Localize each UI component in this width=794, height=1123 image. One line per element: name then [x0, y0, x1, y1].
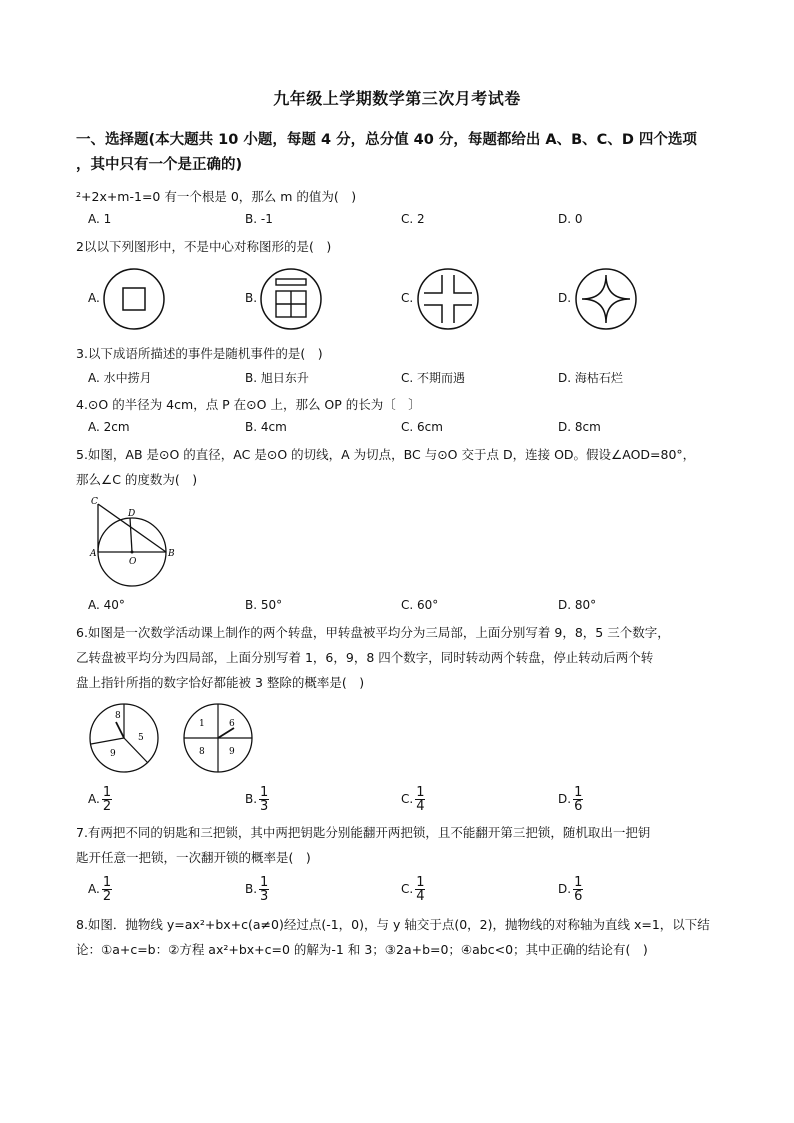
question-2: 2以以下列图形中，不是中心对称图形的是( )	[76, 239, 332, 254]
fraction: $\frac{1}{3}$	[260, 785, 269, 814]
exam-title: 九年级上学期数学第三次月考试卷	[273, 89, 521, 108]
option-b[interactable]: B.	[245, 291, 258, 305]
fraction: $\frac{1}{4}$	[416, 785, 425, 814]
circle-square-figure	[102, 267, 166, 331]
option-d[interactable]: D.	[558, 291, 572, 305]
option-a[interactable]: A. 40°	[88, 598, 125, 612]
section-header-line2: ，其中只有一个是正确的)	[76, 157, 243, 173]
option-a[interactable]: A. 水中捞月	[88, 371, 152, 385]
question-4: 4.⊙O 的半径为 4cm，点 P 在⊙O 上，那么 OP 的长为〔 〕	[76, 397, 421, 412]
question-5-line1: 5.如图，AB 是⊙O 的直径，AC 是⊙O 的切线，A 为切点，BC 与⊙O 交于点 D，连接 OD。假设∠AOD=80°，	[76, 447, 696, 462]
question-6-line3: 盘上指针所指的数字恰好都能被 3 整除的概率是( )	[76, 675, 365, 690]
spinner-wheel-1	[88, 702, 160, 774]
option-a[interactable]: A. 1	[88, 212, 112, 226]
question-8	[76, 912, 726, 962]
fraction: $\frac{1}{2}$	[102, 875, 112, 904]
wheel1-number: 9	[110, 749, 116, 759]
question-6	[76, 620, 726, 695]
question-7-line1: 7.有两把不同的钥匙和三把锁，其中两把钥匙分别能翻开两把锁，且不能翻开第三把锁，随机取出一把钥	[76, 825, 651, 840]
spinner-wheel-2	[182, 702, 254, 774]
fraction: $\frac{1}{6}$	[574, 875, 583, 904]
circle-cross-figure	[416, 267, 480, 331]
wheel2-number: 6	[229, 719, 235, 729]
question-5-line2: 那么∠C 的度数为( )	[76, 472, 198, 487]
question-3: 3.以下成语所描述的事件是随机事件的是( )	[76, 346, 323, 361]
option-c[interactable]: C. $\frac{1}{4}$	[401, 875, 425, 904]
option-b[interactable]: B. -1	[245, 212, 273, 226]
question-8-line1: 8.如图．抛物线 y=ax²+bx+c(a≠0)经过点(-1，0)，与 y 轴交于点(0，2)，抛物线的对称轴为直线 x=1，以下结	[76, 917, 710, 932]
section-header	[76, 128, 726, 178]
question-6-line2: 乙转盘被平均分为四局部，上面分别写着 1，6，9，8 四个数字，同时转动两个转盘，停止转动后两个转	[76, 650, 654, 665]
question-3-options	[88, 369, 728, 391]
option-a[interactable]: A. $\frac{1}{2}$	[88, 785, 112, 814]
option-c[interactable]: C. 2	[401, 212, 425, 226]
fraction: $\frac{1}{4}$	[416, 875, 425, 904]
fraction: $\frac{1}{6}$	[574, 785, 583, 814]
option-a[interactable]: A. $\frac{1}{2}$	[88, 875, 112, 904]
option-c[interactable]: C. 6cm	[401, 420, 443, 434]
option-b[interactable]: B. 4cm	[245, 420, 287, 434]
label-b: B	[168, 549, 175, 559]
option-d[interactable]: D. $\frac{1}{6}$	[558, 785, 583, 814]
option-b[interactable]: B. $\frac{1}{3}$	[245, 785, 269, 814]
wheel2-number: 8	[199, 747, 205, 757]
question-6-options	[88, 786, 728, 816]
option-a[interactable]: A. 2cm	[88, 420, 130, 434]
question-1: ²+2x+m-1=0 有一个根是 0，那么 m 的值为( )	[76, 189, 357, 204]
option-b[interactable]: B. $\frac{1}{3}$	[245, 875, 269, 904]
fraction: $\frac{1}{3}$	[260, 875, 269, 904]
circle-grid-figure	[259, 267, 323, 331]
question-7-options	[88, 876, 728, 906]
wheel1-number: 5	[138, 733, 144, 743]
option-b[interactable]: B. 旭日东升	[245, 371, 309, 385]
section-header-line1: 一、选择题(本大题共 10 小题，每题 4 分，总分值 40 分，每题都给出 A、B、C、D 四个选项	[76, 132, 697, 148]
option-d[interactable]: D. 0	[558, 212, 583, 226]
question-4-options	[88, 420, 728, 442]
option-c[interactable]: C. $\frac{1}{4}$	[401, 785, 425, 814]
option-a[interactable]: A.	[88, 291, 100, 305]
wheel1-number: 8	[115, 711, 121, 721]
wheel2-number: 1	[199, 719, 205, 729]
question-5	[76, 442, 726, 492]
question-7-line2: 匙开任意一把锁，一次翻开锁的概率是( )	[76, 850, 311, 865]
label-o: O	[129, 557, 137, 567]
question-5-options	[88, 598, 728, 620]
option-c[interactable]: C. 不期而遇	[401, 371, 466, 385]
option-d[interactable]: D. 海枯石烂	[558, 371, 623, 385]
option-d[interactable]: D. 8cm	[558, 420, 601, 434]
option-d[interactable]: D. $\frac{1}{6}$	[558, 875, 583, 904]
label-c: C	[91, 497, 98, 507]
question-1-options	[88, 212, 728, 234]
tangent-circle-figure	[88, 494, 188, 590]
label-a: A	[90, 549, 97, 559]
question-6-line1: 6.如图是一次数学活动课上制作的两个转盘，甲转盘被平均分为三局部，上面分别写着 9，8，5 三个数字，	[76, 625, 670, 640]
fraction: $\frac{1}{2}$	[102, 785, 112, 814]
option-d[interactable]: D. 80°	[558, 598, 597, 612]
circle-star-figure	[574, 267, 638, 331]
option-c[interactable]: C.	[401, 291, 414, 305]
question-8-line2: 论：①a+c=b：②方程 ax²+bx+c=0 的解为-1 和 3；③2a+b=0；④abc<0；其中正确的结论有( )	[76, 942, 648, 957]
wheel2-number: 9	[229, 747, 235, 757]
question-7	[76, 820, 726, 870]
option-c[interactable]: C. 60°	[401, 598, 439, 612]
label-d: D	[128, 509, 136, 519]
option-b[interactable]: B. 50°	[245, 598, 283, 612]
